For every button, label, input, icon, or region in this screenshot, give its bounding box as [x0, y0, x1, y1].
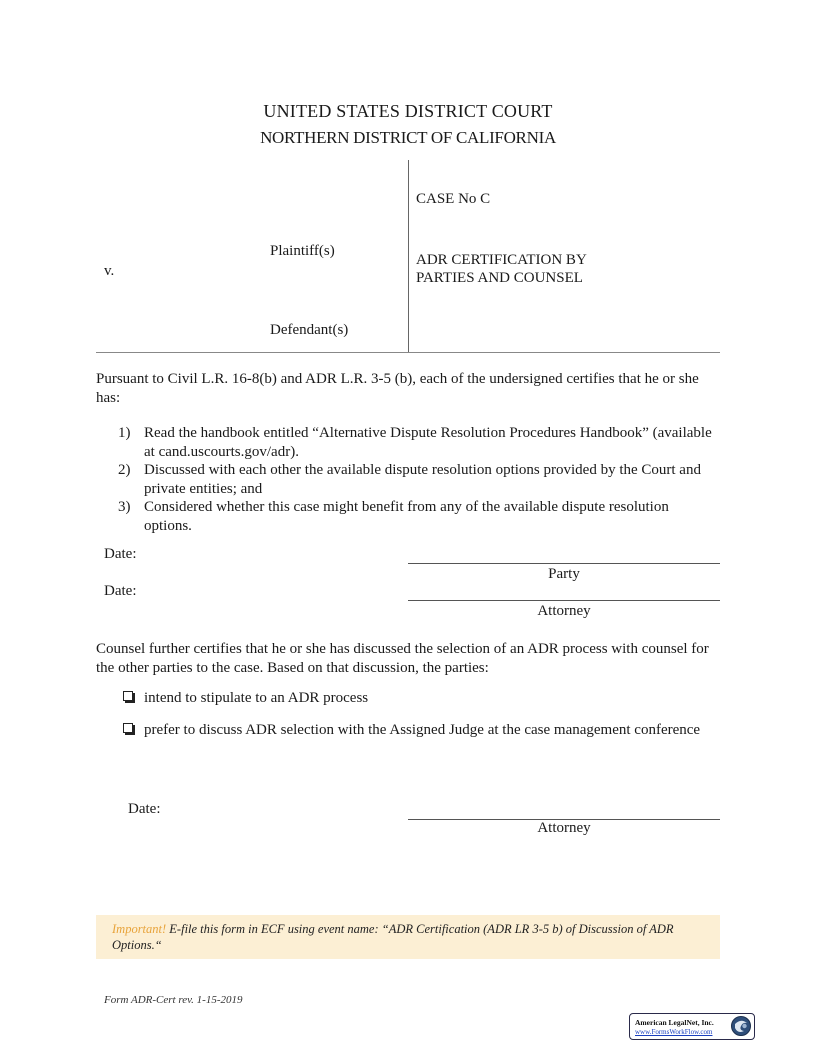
date-label-party: Date:	[104, 546, 137, 562]
important-label: Important!	[112, 922, 167, 936]
certification-intro: Pursuant to Civil L.R. 16-8(b) and ADR L.R. 3-5 (b), each of the undersigned certifies that he or she has:	[96, 371, 699, 406]
efile-instructions: E-file this form in ECF using event name: “ADR Certification (ADR LR 3-5 b) of Discussion of ADR Options.“	[112, 922, 674, 952]
party-signature-line[interactable]	[408, 563, 720, 564]
logo-website-link[interactable]: www.FormsWorkFlow.com	[635, 1028, 713, 1036]
caption-divider-vertical	[408, 160, 409, 352]
globe-icon	[730, 1015, 752, 1037]
efile-notice	[96, 915, 720, 959]
discuss-with-judge-checkbox[interactable]	[123, 723, 133, 733]
plaintiff-label: Plaintiff(s)	[270, 243, 335, 259]
list-item	[96, 498, 720, 535]
certification-list	[96, 424, 720, 535]
court-name: UNITED STATES DISTRICT COURT	[263, 101, 553, 121]
document-title-line2: PARTIES AND COUNSEL	[416, 270, 583, 286]
list-item-number: 1)	[118, 425, 131, 441]
list-item-text: Discussed with each other the available dispute resolution options provided by the Court and private entities; and	[144, 462, 701, 497]
caption-divider-horizontal	[96, 352, 720, 353]
attorney-signature-label: Attorney	[537, 603, 591, 619]
list-item-number: 2)	[118, 462, 131, 478]
stipulate-option-label: intend to stipulate to an ADR process	[144, 690, 369, 706]
defendant-label: Defendant(s)	[270, 322, 349, 338]
list-item	[96, 424, 720, 461]
stipulate-checkbox[interactable]	[123, 691, 133, 701]
attorney-signature-line[interactable]	[408, 600, 720, 601]
date-label-counsel: Date:	[128, 801, 161, 817]
list-item-text: Considered whether this case might benefit from any of the available dispute resolution options.	[144, 499, 669, 534]
discuss-with-judge-option-label: prefer to discuss ADR selection with the Assigned Judge at the case management conference	[144, 722, 701, 738]
court-district: NORTHERN DISTRICT OF CALIFORNIA	[260, 128, 556, 147]
party-signature-label: Party	[548, 566, 580, 582]
list-item-number: 3)	[118, 499, 131, 515]
versus-label: v.	[104, 263, 115, 279]
logo-company-name: American LegalNet, Inc.	[635, 1018, 714, 1027]
american-legalnet-logo[interactable]	[629, 1013, 755, 1040]
form-identifier: Form ADR-Cert rev. 1-15-2019	[104, 994, 243, 1006]
list-item	[96, 461, 720, 498]
list-item-text: Read the handbook entitled “Alternative Dispute Resolution Procedures Handbook” (available at cand.uscourts.gov/adr).	[144, 425, 712, 460]
counsel-attorney-signature-label: Attorney	[537, 820, 591, 836]
counsel-certification-text: Counsel further certifies that he or she has discussed the selection of an ADR process with counsel for the other parties to the case. Based on that discussion, the parties:	[96, 641, 709, 676]
date-label-attorney: Date:	[104, 583, 137, 599]
case-number: CASE No C	[416, 191, 491, 207]
document-title-line1: ADR CERTIFICATION BY	[416, 252, 587, 268]
